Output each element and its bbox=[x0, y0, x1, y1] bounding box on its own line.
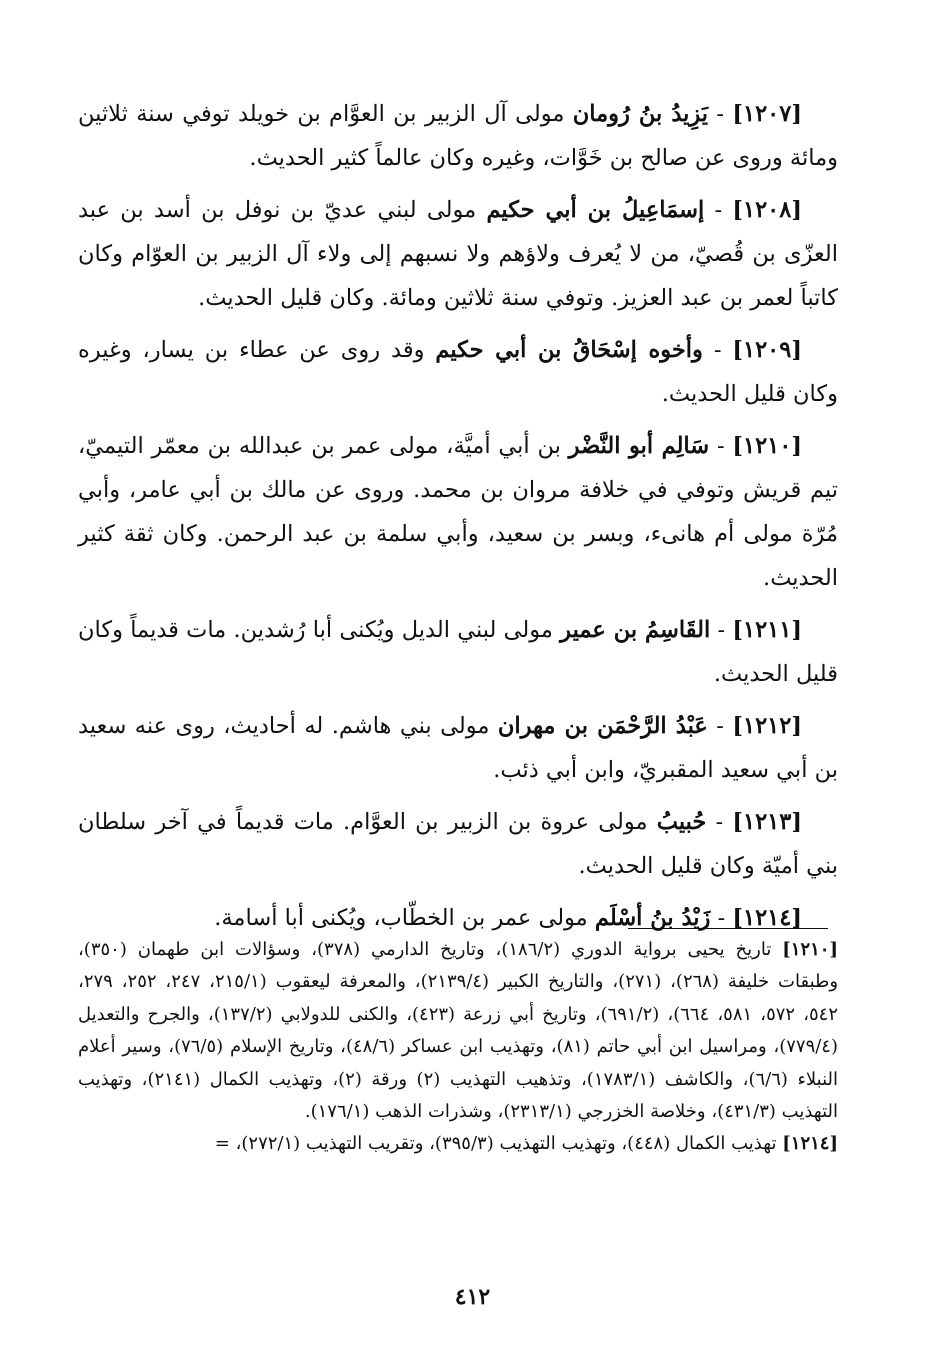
entry-number: [١٢١١] bbox=[732, 617, 802, 643]
entry-1209: [١٢٠٩] - وأخوه إسْحَاقُ بن أبي حكيم وقد روى عن عطاء بن يسار، وغيره وكان قليل الحديث. bbox=[78, 337, 838, 407]
entry-1212: [١٢١٢] - عَبْدُ الرَّحْمَن بن مهران مولى بني هاشم. له أحاديث، روى عنه سعيد بن أبي سعيد المقبريّ، وابن أبي ذئب. bbox=[78, 713, 838, 783]
entry-number: [١٢٠٧] bbox=[732, 101, 802, 127]
entry-1207: [١٢٠٧] - يَزِيدُ بنُ رُومان مولى آل الزبير بن العوَّام بن خويلد توفي سنة ثلاثين ومائة وروى عن صالح بن خَوَّات، وغيره وكان عالماً كثير الحديث. bbox=[78, 101, 838, 171]
footnote-number: [١٢١٤] bbox=[782, 1133, 838, 1155]
entry-name: زَيْدُ بنُ أسْلَم bbox=[594, 905, 711, 931]
entry-text: مولى لبني الديل ويُكنى أبا رُشدين. مات قديماً وكان قليل الحديث. bbox=[78, 617, 838, 687]
footnotes bbox=[78, 934, 838, 1161]
footnote-1214 bbox=[78, 1128, 838, 1160]
entry-name: وأخوه إسْحَاقُ بن أبي حكيم bbox=[435, 337, 703, 363]
entry-number: [١٢٠٩] bbox=[732, 337, 802, 363]
page-number: ٤١٢ bbox=[454, 1284, 491, 1310]
entry-text: وقد روى عن عطاء بن يسار، وغيره وكان قليل الحديث. bbox=[78, 337, 838, 407]
entry-name: إسمَاعِيلُ بن أبي حكيم bbox=[486, 197, 705, 223]
entry-name: سَالِم أبو النَّضْر bbox=[568, 433, 710, 459]
entry-number: [١٢١٢] bbox=[732, 713, 802, 739]
entry-number: [١٢٠٨] bbox=[732, 197, 803, 223]
entry-text: بن أبي أميَّة، مولى عمر بن عبدالله بن معمّر التيميّ، تيم قريش وتوفي في خلافة مروان بن محمد. وروى عن مالك بن أبي عامر، وأبي مُرّة مولى أم هانىء، وبسر بن سعيد، وأبي سلمة بن عبد الرحمن. وكان ثقة كثير الحديث. bbox=[78, 433, 838, 591]
entry-name: عَبْدُ الرَّحْمَن بن مهران bbox=[497, 713, 708, 739]
entry-number: [١٢١٤] bbox=[732, 905, 802, 931]
footnote-separator bbox=[628, 928, 828, 929]
entry-name: القَاسِمُ بن عمير bbox=[560, 617, 711, 643]
entry-text: مولى آل الزبير بن العوَّام بن خويلد توفي سنة ثلاثين ومائة وروى عن صالح بن خَوَّات، وغيره وكان عالماً كثير الحديث. bbox=[78, 101, 838, 171]
entry-1213: [١٢١٣] - حُبيبُ مولى عروة بن الزبير بن العوَّام. مات قديماً في آخر سلطان بني أميّة وكان قليل الحديث. bbox=[78, 809, 838, 879]
entry-text: مولى بني هاشم. له أحاديث، روى عنه سعيد بن أبي سعيد المقبريّ، وابن أبي ذئب. bbox=[78, 713, 838, 783]
entry-number: [١٢١٣] bbox=[732, 809, 802, 835]
entry-text: مولى عمر بن الخطّاب، ويُكنى أبا أسامة. bbox=[214, 905, 588, 931]
main-text bbox=[78, 92, 838, 948]
entry-name: حُبيبُ bbox=[656, 809, 707, 835]
entry-text: مولى عروة بن الزبير بن العوَّام. مات قديماً في آخر سلطان بني أميّة وكان قليل الحديث. bbox=[78, 809, 838, 879]
entry-1214: [١٢١٤] - زَيْدُ بنُ أسْلَم مولى عمر بن الخطّاب، ويُكنى أبا أسامة. bbox=[214, 905, 802, 931]
footnote-1210 bbox=[78, 934, 838, 1128]
entry-number: [١٢١٠] bbox=[732, 433, 802, 459]
footnote-text: تهذيب الكمال (٤٤٨)، وتهذيب التهذيب (٣٩٥/٣)، وتقريب التهذيب (٢٧٢/١)، = bbox=[214, 1133, 777, 1155]
entry-1211: [١٢١١] - القَاسِمُ بن عمير مولى لبني الديل ويُكنى أبا رُشدين. مات قديماً وكان قليل الحديث. bbox=[78, 617, 838, 687]
entry-1208: [١٢٠٨] - إسمَاعِيلُ بن أبي حكيم مولى لبني عديّ بن نوفل بن أسد بن عبد العزّى بن قُصيّ، من لا يُعرف ولاؤهم ولا نسبهم إلى ولاء آل الزبير بن العوّام وكان كاتباً لعمر بن عبد العزيز. وتوفي سنة ثلاثين ومائة. وكان قليل الحديث. bbox=[78, 197, 838, 311]
entry-name: يَزِيدُ بنُ رُومان bbox=[572, 101, 709, 127]
entry-1210: [١٢١٠] - سَالِم أبو النَّضْر بن أبي أميَّة، مولى عمر بن عبدالله بن معمّر التيميّ، تيم قريش وتوفي في خلافة مروان بن محمد. وروى عن مالك بن أبي عامر، وأبي مُرّة مولى أم هانىء، وبسر بن سعيد، وأبي سلمة بن عبد الرحمن. وكان ثقة كثير الحديث. bbox=[78, 433, 838, 591]
entry-text: مولى لبني عديّ بن نوفل بن أسد بن عبد العزّى بن قُصيّ، من لا يُعرف ولاؤهم ولا نسبهم إلى ولاء آل الزبير بن العوّام وكان كاتباً لعمر بن عبد العزيز. وتوفي سنة ثلاثين ومائة. وكان قليل الحديث. bbox=[78, 197, 838, 311]
footnote-number: [١٢١٠] bbox=[782, 939, 838, 960]
footnote-text: تاريخ يحيى برواية الدوري (١٨٦/٢)، وتاريخ الدارمي (٣٧٨)، وسؤالات ابن طهمان (٣٥٠)، وطبقات خليفة (٢٦٨)، (٢٧١)، والتاريخ الكبير (٢١٣٩/٤)، والمعرفة ليعقوب (٢١٥/١، ٢٤٧، ٢٥٢، ٢٧٩، ٥٤٢، ٥٧٢، ٥٨١، ٦٦٤)، (٦٩١/٢)، وتاريخ أبي زرعة (٤٢٣)، والكنى للدولابي (١٣٧/٢)، والجرح والتعديل (٧٧٩/٤)، ومراسيل ابن أبي حاتم (٨١)، وتهذيب ابن عساكر (٤٨/٦)، وتاريخ الإسلام (٧٦/٥)، وسير أعلام النبلاء (٦/٦)، والكاشف (١٧٨٣/١)، وتذهيب التهذيب (٢) ورقة (٢)، وتهذيب الكمال (٢١٤١)، وتهذيب التهذيب (٤٣١/٣)، وخلاصة الخزرجي (٢٣١٣/١)، وشذرات الذهب (١٧٦/١). bbox=[78, 939, 839, 1123]
